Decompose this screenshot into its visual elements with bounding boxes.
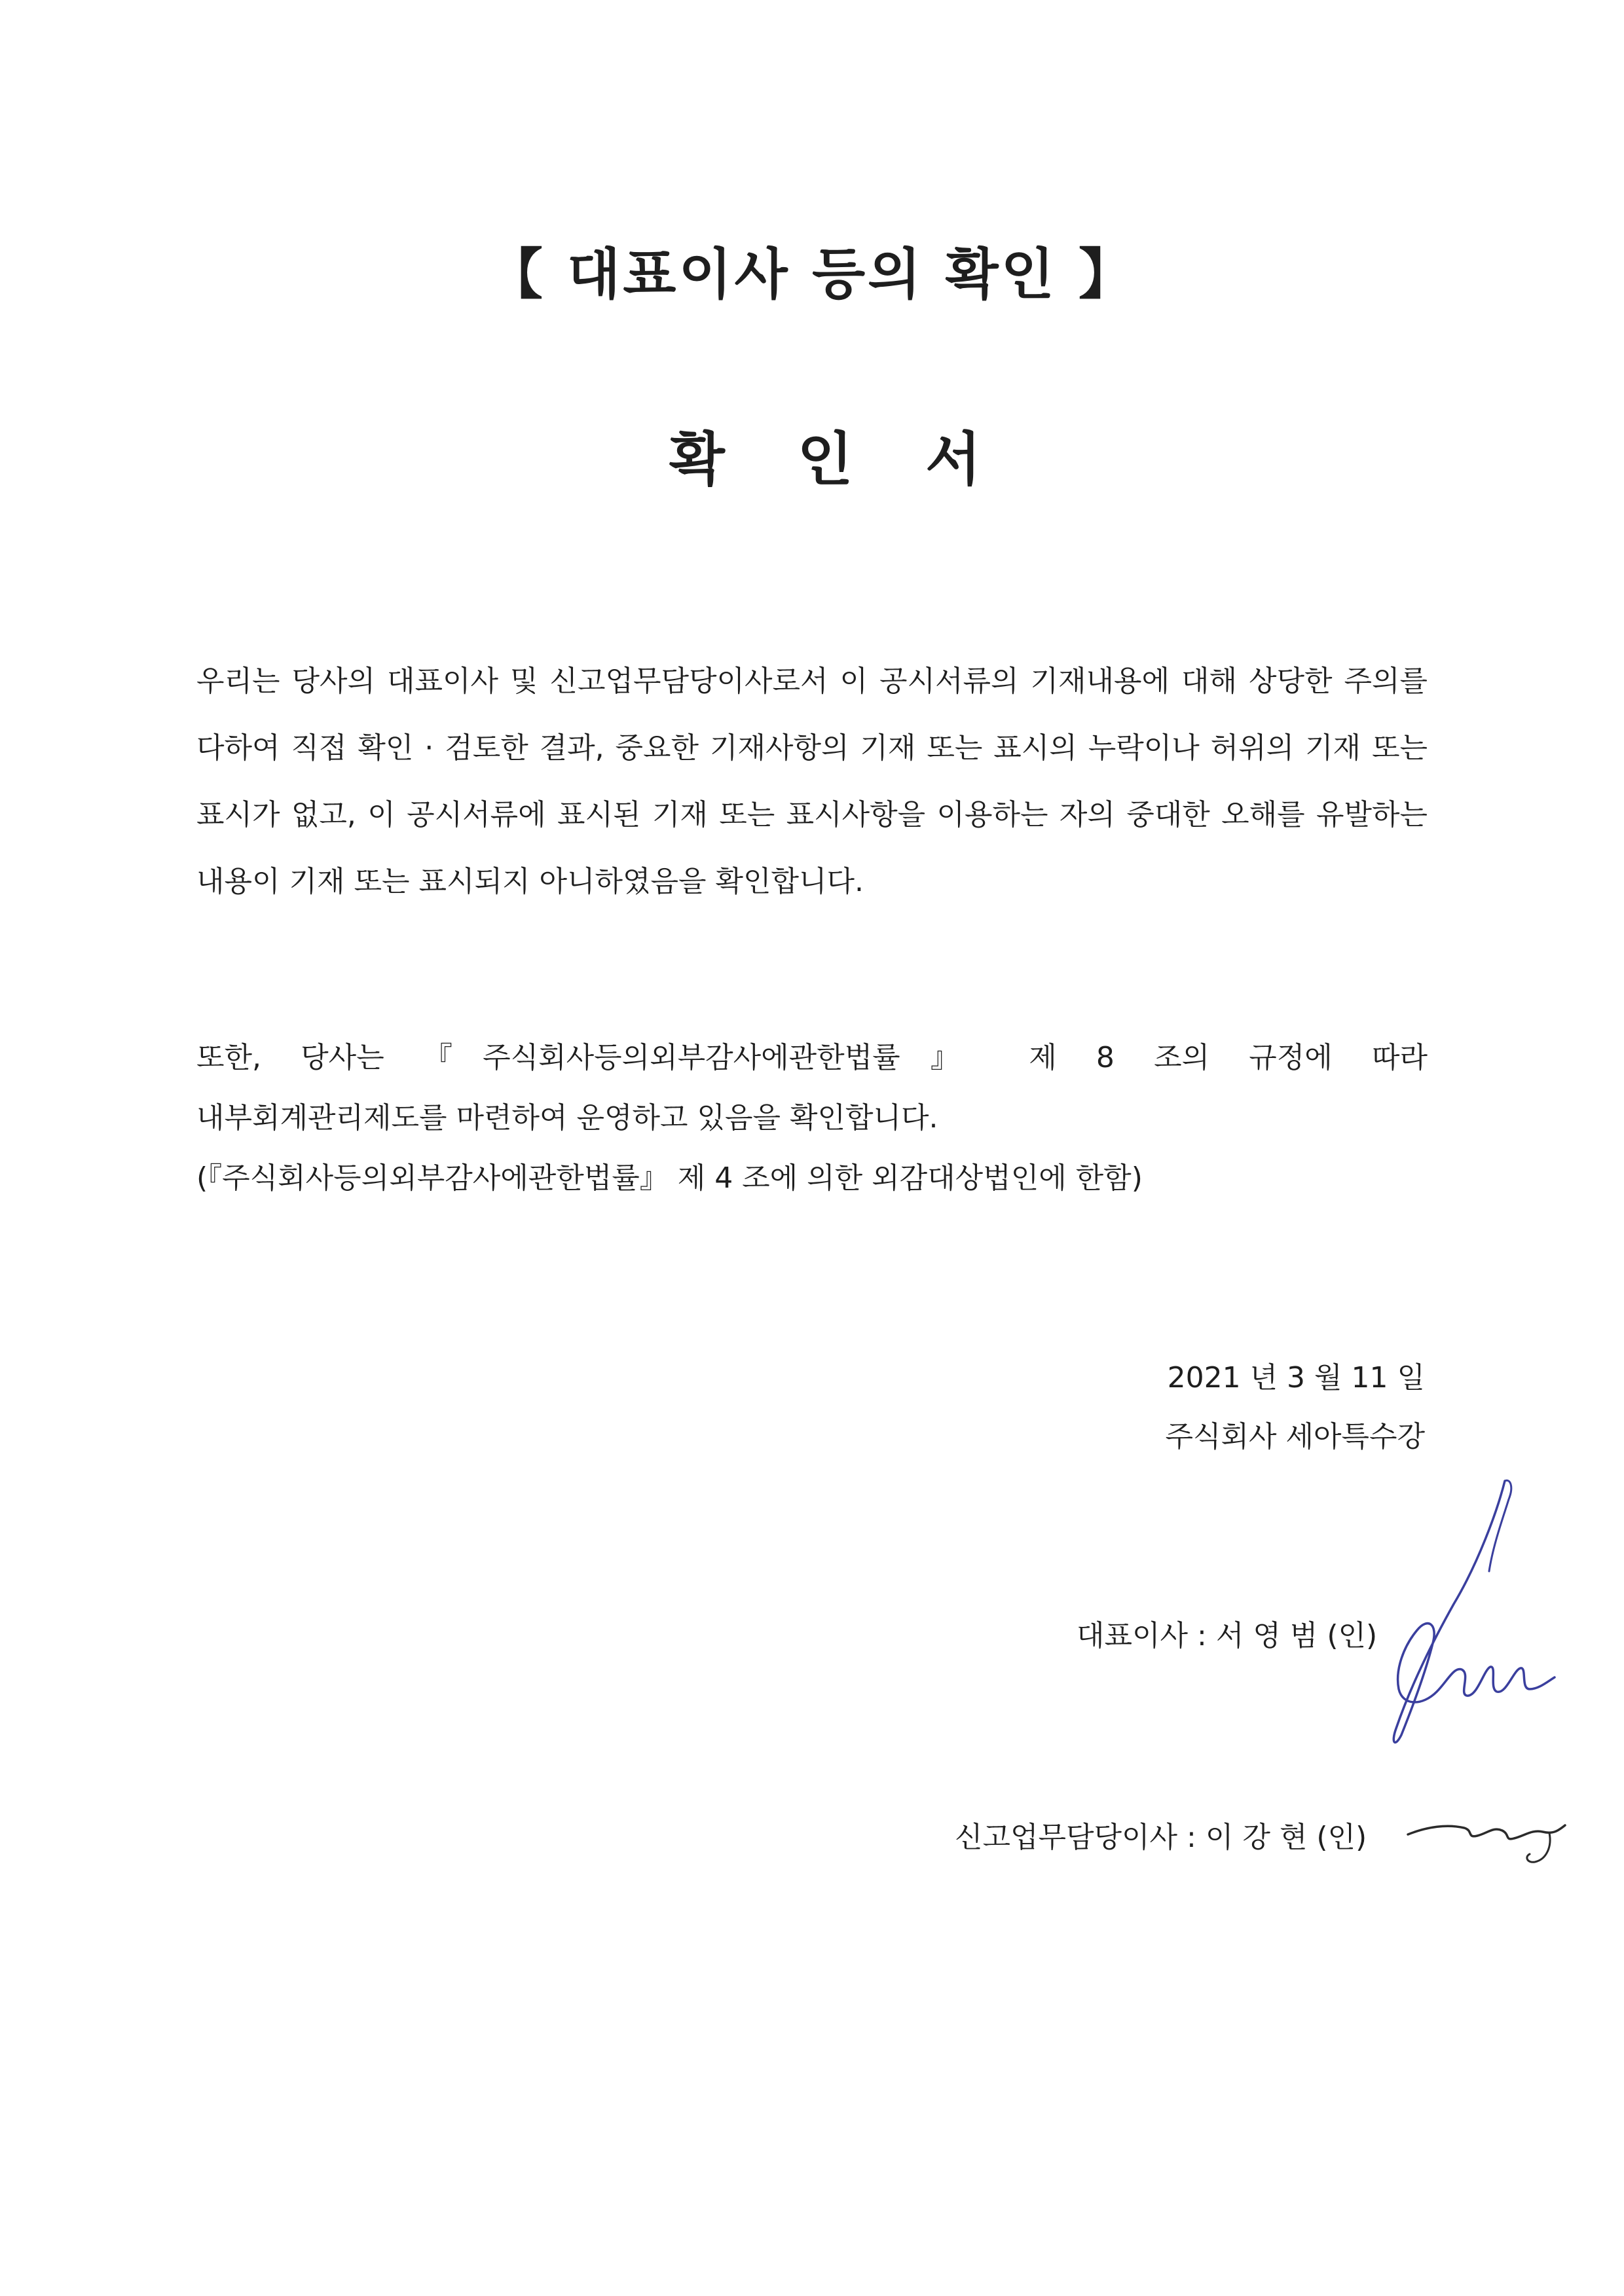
officer-name: 이 강 현 [1205, 1821, 1308, 1854]
ceo-seal-mark: (인) [1327, 1619, 1378, 1652]
document-title: 확 인 서 [669, 426, 1008, 493]
ceo-role-label: 대표이사 : [1077, 1619, 1207, 1652]
section-heading: 【 대표이사 등의 확인 】 [487, 242, 1137, 306]
officer-role-label: 신고업무담당이사 : [955, 1821, 1196, 1854]
internal-control-paragraph [196, 1028, 1428, 1209]
internal-control-line-1: 또한, 당사는 『주식회사등의외부감사에관한법률』 제 8 조의 규정에 따라 [196, 1041, 1428, 1074]
confirmation-paragraph: 우리는 당사의 대표이사 및 신고업무담당이사로서 이 공시서류의 기재내용에 대해 상당한 주의를 다하여 직접 확인 · 검토한 결과, 중요한 기재사항의 기재 또는 표시의 누락이나 허위의 기재 또는 표시가 없고, 이 공시서류에 표시된 기재 또는 표시사항을 이용하는 자의 중대한 오해를 유발하는 내용이 기재 또는 표시되지 아니하였음을 확인합니다. [196, 665, 1428, 898]
company-name: 주식회사 세아특수강 [1165, 1420, 1425, 1453]
officer-signer-line [955, 1813, 1367, 1855]
ceo-name: 서 영 범 [1215, 1619, 1318, 1652]
handwritten-signature-icon [1401, 1794, 1572, 1872]
internal-control-note: (『주식회사등의외부감사에관한법률』 제 4 조에 의한 외감대상법인에 한함) [196, 1161, 1143, 1195]
handwritten-signature-icon [1349, 1473, 1559, 1761]
internal-control-line-2: 내부회계관리제도를 마련하여 운영하고 있음을 확인합니다. [196, 1101, 938, 1135]
ceo-signer-line [1077, 1612, 1377, 1654]
officer-seal-mark: (인) [1316, 1821, 1367, 1854]
document-date: 2021 년 3 월 11 일 [1167, 1361, 1425, 1394]
